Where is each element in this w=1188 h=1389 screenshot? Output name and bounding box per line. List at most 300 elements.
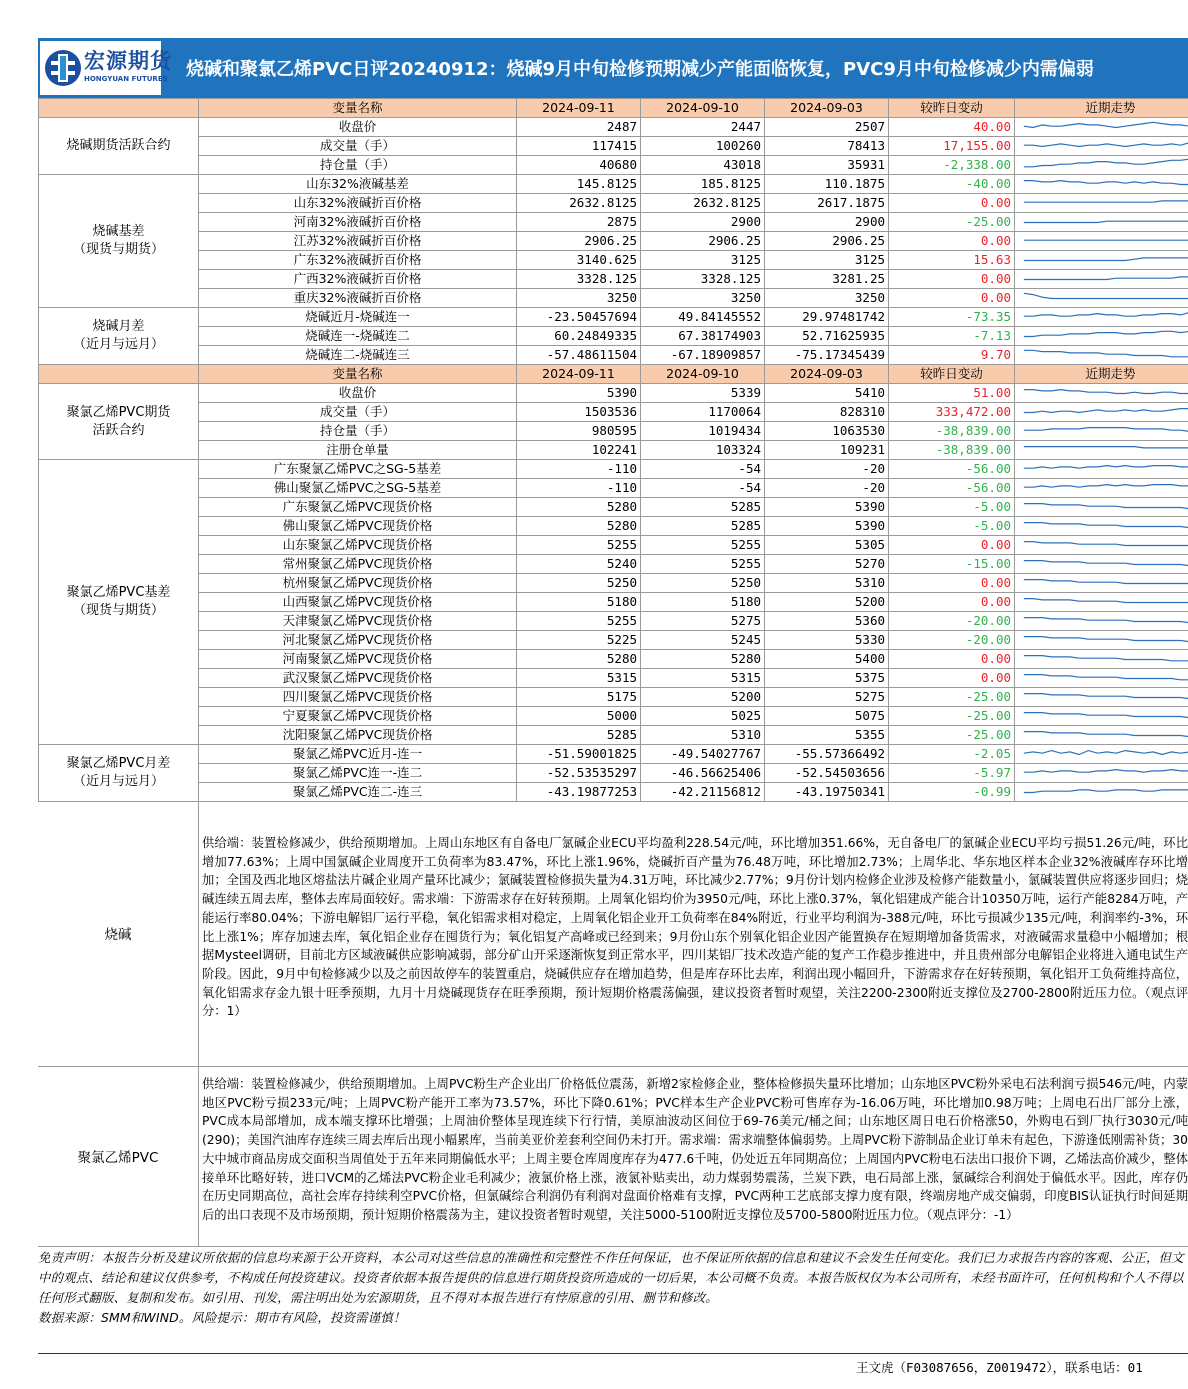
sparkline-path: [1024, 561, 1188, 566]
variable-name-cell: 收盘价: [199, 384, 517, 403]
sparkline: [1018, 707, 1188, 725]
value-cell: 5330: [765, 631, 889, 650]
change-cell: -7.13: [889, 327, 1015, 346]
variable-name-cell: 江苏32%液碱折百价格: [199, 232, 517, 251]
sparkline-path: [1024, 221, 1188, 222]
change-cell: -25.00: [889, 688, 1015, 707]
sparkline: [1018, 422, 1188, 440]
trend-cell: [1015, 669, 1188, 688]
sparkline-path: [1024, 637, 1188, 642]
value-cell: 2906.25: [765, 232, 889, 251]
value-cell: 5410: [765, 384, 889, 403]
value-cell: -52.53535297: [517, 764, 641, 783]
table-header-row: [39, 99, 1188, 118]
change-cell: 0.00: [889, 289, 1015, 308]
sparkline: [1018, 460, 1188, 478]
sparkline-path: [1024, 350, 1188, 357]
column-header: 2024-09-10: [641, 99, 765, 118]
change-cell: 0.00: [889, 593, 1015, 612]
change-cell: -20.00: [889, 631, 1015, 650]
value-cell: 5175: [517, 688, 641, 707]
sparkline: [1018, 764, 1188, 782]
sparkline: [1018, 536, 1188, 554]
table-row: [39, 251, 1188, 270]
value-cell: 110.1875: [765, 175, 889, 194]
trend-cell: [1015, 251, 1188, 270]
value-cell: 5180: [641, 593, 765, 612]
variable-name-cell: 成交量（手）: [199, 403, 517, 422]
change-cell: -2,338.00: [889, 156, 1015, 175]
value-cell: 103324: [641, 441, 765, 460]
value-cell: 5375: [765, 669, 889, 688]
trend-cell: [1015, 593, 1188, 612]
trend-cell: [1015, 194, 1188, 213]
variable-name-cell: 沈阳聚氯乙烯PVC现货价格: [199, 726, 517, 745]
value-cell: 109231: [765, 441, 889, 460]
trend-cell: [1015, 555, 1188, 574]
sparkline: [1018, 593, 1188, 611]
sparkline-path: [1024, 390, 1188, 394]
trend-cell: [1015, 270, 1188, 289]
column-header: 变量名称: [199, 99, 517, 118]
table-row: [39, 213, 1188, 232]
value-cell: 52.71625935: [765, 327, 889, 346]
table-row: [39, 118, 1188, 137]
column-header: 较昨日变动: [889, 99, 1015, 118]
category-cell: 聚氯乙烯PVC基差 （现货与期货）: [39, 460, 199, 745]
value-cell: 1019434: [641, 422, 765, 441]
sparkline: [1018, 175, 1188, 193]
trend-cell: [1015, 137, 1188, 156]
value-cell: 5200: [641, 688, 765, 707]
variable-name-cell: 佛山聚氯乙烯PVC现货价格: [199, 517, 517, 536]
trend-cell: [1015, 764, 1188, 783]
variable-name-cell: 四川聚氯乙烯PVC现货价格: [199, 688, 517, 707]
trend-cell: [1015, 346, 1188, 365]
value-cell: 1170064: [641, 403, 765, 422]
sparkline-path: [1024, 542, 1188, 546]
table-row: [39, 194, 1188, 213]
table-row: [39, 289, 1188, 308]
variable-name-cell: 常州聚氯乙烯PVC现货价格: [199, 555, 517, 574]
table-row: [39, 441, 1188, 460]
sparkline: [1018, 441, 1188, 459]
value-cell: 3250: [765, 289, 889, 308]
category-cell: 烧碱基差 （现货与期货）: [39, 175, 199, 308]
table-row: [39, 384, 1188, 403]
value-cell: -55.57366492: [765, 745, 889, 764]
sparkline: [1018, 137, 1188, 155]
sparkline-path: [1024, 141, 1188, 146]
sparkline: [1018, 555, 1188, 573]
table-row: [39, 517, 1188, 536]
value-cell: 3281.25: [765, 270, 889, 289]
value-cell: 3250: [517, 289, 641, 308]
column-header: 2024-09-03: [765, 365, 889, 384]
variable-name-cell: 山东聚氯乙烯PVC现货价格: [199, 536, 517, 555]
change-cell: 15.63: [889, 251, 1015, 270]
contact-footer: [38, 1353, 1188, 1375]
sparkline-path: [1024, 713, 1188, 718]
change-cell: 40.00: [889, 118, 1015, 137]
sparkline-path: [1024, 447, 1188, 448]
variable-name-cell: 天津聚氯乙烯PVC现货价格: [199, 612, 517, 631]
value-cell: 5305: [765, 536, 889, 555]
sparkline: [1018, 270, 1188, 288]
data-table: [38, 98, 1188, 802]
variable-name-cell: 持仓量（手）: [199, 422, 517, 441]
change-cell: 9.70: [889, 346, 1015, 365]
value-cell: -51.59001825: [517, 745, 641, 764]
value-cell: 5240: [517, 555, 641, 574]
commentary-label: 聚氯乙烯PVC: [38, 1066, 199, 1246]
trend-cell: [1015, 175, 1188, 194]
variable-name-cell: 烧碱连一-烧碱连二: [199, 327, 517, 346]
report-header: [38, 38, 1188, 98]
value-cell: 2632.8125: [641, 194, 765, 213]
contact-text: 王文虎（F03087656，Z0019472），联系电话：01: [856, 1360, 1143, 1375]
table-row: [39, 574, 1188, 593]
change-cell: -25.00: [889, 726, 1015, 745]
commentary-text: 供给端：装置检修减少，供给预期增加。上周山东地区有自备电厂氯碱企业ECU平均盈利228.54元/吨，环比增加351.66%，无自备电厂的氯碱企业ECU平均亏损51.26元/吨，环比增加77.63%；上周中国氯碱企业周度开工负荷率为83.47%，环比上涨1.96%，烧碱折百产量为76.48万吨，环比增加2.73%；上周华北、华东地区样本企业32%液碱库存环比增加；全国及西北地区熔盐法片碱企业周产量环比减少；氯碱装置检修损失量为4.31万吨，环比减少2.77%；9月份计划内检修企业涉及检修产能数量小，氯碱装置供应将逐步回归；烧碱连续五周去库，整体去库局面较好。需求端：下游需求存在好转预期。上周氧化铝均价为3950元/吨，环比上涨0.37%，氧化铝建成产能合计10350万吨，运行产能8284万吨，产能运行率80.04%；下游电解铝厂运行平稳，氧化铝需求相对稳定，上周氧化铝企业开工负荷率在84%附近，行业平均利润为-388元/吨，环比亏损减少135元/吨，利润率约-3%，环比上涨1%；库存加速去库，氧化铝企业存在囤货行为；氧化铝复产高峰或已经到来；9月份山东个别氧化铝企业因产能置换存在短期增加备货需求，对液碱需求量稳中小幅增加；根据Mysteel调研，目前北方区域液碱供应影响减弱，部分矿山开采逐渐恢复到正常水平，四川某铝厂技术改造产能的复产工作稳步推进中，并且贵州部分电解铝企业将进入通电试生产阶段。因此，9月中旬检修减少以及之前因故停车的装置重启，烧碱供应存在增加趋势，但是库存环比去库，利润出现小幅回升，下游需求存在好转预期，氧化铝开工负荷维持高位，氧化铝需求存金九银十旺季预期，九月十月烧碱现货存在旺季预期，预计短期价格震荡偏强，建议投资者暂时观望，关注2200-2300附近支撑位及2700-2800附近压力位。（观点评分：1）: [202, 836, 1188, 1019]
value-cell: -110: [517, 460, 641, 479]
sparkline-path: [1024, 201, 1188, 202]
variable-name-cell: 宁夏聚氯乙烯PVC现货价格: [199, 707, 517, 726]
value-cell: 5275: [765, 688, 889, 707]
value-cell: -49.54027767: [641, 745, 765, 764]
value-cell: 145.8125: [517, 175, 641, 194]
change-cell: -25.00: [889, 213, 1015, 232]
sparkline-path: [1024, 159, 1188, 167]
table-row: [39, 232, 1188, 251]
table-row: [39, 137, 1188, 156]
trend-cell: [1015, 745, 1188, 764]
change-cell: -40.00: [889, 175, 1015, 194]
sparkline: [1018, 118, 1188, 136]
value-cell: 2906.25: [517, 232, 641, 251]
sparkline: [1018, 574, 1188, 592]
table-row: [39, 764, 1188, 783]
sparkline-path: [1024, 181, 1188, 185]
category-cell: 烧碱月差 （近月与远月）: [39, 308, 199, 365]
logo-english-text: HONGYUAN FUTURES: [84, 75, 168, 83]
value-cell: 3250: [641, 289, 765, 308]
variable-name-cell: 河北聚氯乙烯PVC现货价格: [199, 631, 517, 650]
value-cell: 5250: [641, 574, 765, 593]
change-cell: -5.00: [889, 517, 1015, 536]
report-title: 烧碱和聚氯乙烯PVC日评20240912：烧碱9月中旬检修预期减少产能面临恢复，PVC9月中旬检修减少内需偏弱: [186, 59, 1094, 80]
disclaimer: [38, 1248, 1188, 1332]
value-cell: 5000: [517, 707, 641, 726]
sparkline-path: [1024, 751, 1188, 755]
variable-name-cell: 山西聚氯乙烯PVC现货价格: [199, 593, 517, 612]
value-cell: 5280: [517, 498, 641, 517]
value-cell: 3125: [765, 251, 889, 270]
value-cell: -42.21156812: [641, 783, 765, 802]
header-blank-cell: [39, 365, 199, 384]
change-cell: 0.00: [889, 574, 1015, 593]
variable-name-cell: 河南聚氯乙烯PVC现货价格: [199, 650, 517, 669]
value-cell: -52.54503656: [765, 764, 889, 783]
change-cell: 0.00: [889, 270, 1015, 289]
change-cell: -56.00: [889, 460, 1015, 479]
pvc-commentary: [38, 1066, 1188, 1247]
change-cell: -0.99: [889, 783, 1015, 802]
sparkline: [1018, 327, 1188, 345]
category-cell: 聚氯乙烯PVC月差 （近月与远月）: [39, 745, 199, 802]
value-cell: 78413: [765, 137, 889, 156]
value-cell: -75.17345439: [765, 346, 889, 365]
change-cell: -5.97: [889, 764, 1015, 783]
change-cell: -38,839.00: [889, 441, 1015, 460]
trend-cell: [1015, 612, 1188, 631]
column-header: 2024-09-11: [517, 99, 641, 118]
change-cell: -5.00: [889, 498, 1015, 517]
sparkline: [1018, 213, 1188, 231]
value-cell: 5255: [517, 536, 641, 555]
commentary-text: 供给端：装置检修减少，供给预期增加。上周PVC粉生产企业出厂价格低位震荡，新增2家检修企业，整体检修损失量环比增加；山东地区PVC粉外采电石法利润亏损546元/吨，内蒙地区PVC粉亏损233元/吨；上周PVC粉产能开工率为73.57%，环比下降0.61%；PVC样本生产企业PVC粉可售库存为-16.06万吨，环比增加0.98万吨；上周电石出厂部分上涨，PVC成本局部增加，成本端支撑环比增强；上周油价整体呈现连续下行行情，美原油波动区间位于69-76美元/桶之间；山东地区周日电石价格涨50，外购电石到厂执行3030元/吨(290)；美国汽油库存连续三周去库后出现小幅累库，当前美亚价差套利空间仍未打开。需求端：需求端整体偏弱势。上周PVC粉下游制品企业订单未有起色，下游逢低刚需补货；30大中城市商品房成交面积当周值处于五年来同期偏低水平；上周主要仓库周度库存为477.6千吨，仍处近五年同期高位；上周国内PVC粉电石法出口报价下调，乙烯法高价减少，整体接单环比略好转，进口VCM的乙烯法PVC粉企业毛利减少；液氯价格上涨，液氯补贴卖出，动力煤弱势震荡，兰炭下跌，电石局部上涨，氯碱综合利润处于偏低水平。因此，库存仍在历史同期高位，高社会库存持续利空PVC价格，但氯碱综合利润仍有利润对盘面价格难有支撑，PVC两种工艺底部支撑力度有限，终端房地产成交偏弱，印度BIS认证执行时间延期后的出口表现不及市场预期，预计短期价格震荡为主，建议投资者暂时观望，关注5000-5100附近支撑位及5700-5800附近压力位。（观点评分：-1）: [202, 1077, 1188, 1222]
variable-name-cell: 聚氯乙烯PVC近月-连一: [199, 745, 517, 764]
value-cell: 185.8125: [641, 175, 765, 194]
sparkline-path: [1024, 293, 1188, 298]
trend-cell: [1015, 327, 1188, 346]
table-row: [39, 745, 1188, 764]
value-cell: 5255: [517, 612, 641, 631]
sparkline-path: [1024, 277, 1188, 280]
value-cell: 1503536: [517, 403, 641, 422]
category-cell: 聚氯乙烯PVC期货 活跃合约: [39, 384, 199, 460]
table-row: [39, 536, 1188, 555]
change-cell: 0.00: [889, 669, 1015, 688]
table-row: [39, 555, 1188, 574]
sparkline-path: [1024, 466, 1188, 470]
table-row: [39, 270, 1188, 289]
value-cell: 5310: [765, 574, 889, 593]
trend-cell: [1015, 536, 1188, 555]
data-source-text: 数据来源：SMM和WIND。风险提示：期市有风险，投资需谨慎！: [38, 1310, 406, 1325]
value-cell: 5355: [765, 726, 889, 745]
logo-mark-icon: [44, 46, 82, 90]
trend-cell: [1015, 783, 1188, 802]
table-row: [39, 726, 1188, 745]
table-row: [39, 707, 1188, 726]
value-cell: 5285: [641, 517, 765, 536]
sparkline-path: [1024, 312, 1188, 317]
sparkline: [1018, 384, 1188, 402]
trend-cell: [1015, 403, 1188, 422]
sparkline-path: [1024, 675, 1188, 680]
trend-cell: [1015, 118, 1188, 137]
variable-name-cell: 聚氯乙烯PVC连一-连二: [199, 764, 517, 783]
category-cell: 烧碱期货活跃合约: [39, 118, 199, 175]
value-cell: -23.50457694: [517, 308, 641, 327]
column-header: 2024-09-10: [641, 365, 765, 384]
header-blank-cell: [39, 99, 199, 118]
value-cell: 5025: [641, 707, 765, 726]
sparkline: [1018, 403, 1188, 421]
table-row: [39, 327, 1188, 346]
sparkline: [1018, 308, 1188, 326]
sparkline: [1018, 289, 1188, 307]
sparkline-path: [1024, 122, 1188, 127]
value-cell: -110: [517, 479, 641, 498]
value-cell: 3328.125: [641, 270, 765, 289]
change-cell: -25.00: [889, 707, 1015, 726]
value-cell: 3125: [641, 251, 765, 270]
trend-cell: [1015, 384, 1188, 403]
value-cell: 60.24849335: [517, 327, 641, 346]
value-cell: 5315: [641, 669, 765, 688]
variable-name-cell: 佛山聚氯乙烯PVC之SG-5基差: [199, 479, 517, 498]
value-cell: 5270: [765, 555, 889, 574]
value-cell: 2900: [765, 213, 889, 232]
value-cell: 5075: [765, 707, 889, 726]
value-cell: 5255: [641, 555, 765, 574]
change-cell: -38,839.00: [889, 422, 1015, 441]
table-row: [39, 156, 1188, 175]
value-cell: 43018: [641, 156, 765, 175]
variable-name-cell: 聚氯乙烯PVC连二-连三: [199, 783, 517, 802]
change-cell: 333,472.00: [889, 403, 1015, 422]
change-cell: 0.00: [889, 232, 1015, 251]
sparkline: [1018, 612, 1188, 630]
trend-cell: [1015, 688, 1188, 707]
value-cell: 5255: [641, 536, 765, 555]
table-row: [39, 308, 1188, 327]
sparkline: [1018, 669, 1188, 687]
value-cell: 5280: [517, 650, 641, 669]
sparkline: [1018, 232, 1188, 250]
value-cell: 5275: [641, 612, 765, 631]
value-cell: 2507: [765, 118, 889, 137]
value-cell: 5360: [765, 612, 889, 631]
table-row: [39, 669, 1188, 688]
value-cell: 5280: [517, 517, 641, 536]
sparkline: [1018, 346, 1188, 364]
value-cell: -67.18909857: [641, 346, 765, 365]
sparkline: [1018, 745, 1188, 763]
column-header: 2024-09-11: [517, 365, 641, 384]
value-cell: 2875: [517, 213, 641, 232]
value-cell: 5225: [517, 631, 641, 650]
column-header: 变量名称: [199, 365, 517, 384]
sparkline: [1018, 479, 1188, 497]
value-cell: 980595: [517, 422, 641, 441]
trend-cell: [1015, 441, 1188, 460]
value-cell: 5280: [641, 650, 765, 669]
variable-name-cell: 河南32%液碱折百价格: [199, 213, 517, 232]
value-cell: 5315: [517, 669, 641, 688]
variable-name-cell: 收盘价: [199, 118, 517, 137]
variable-name-cell: 烧碱近月-烧碱连一: [199, 308, 517, 327]
column-header: 2024-09-03: [765, 99, 889, 118]
value-cell: -43.19877253: [517, 783, 641, 802]
table-header-row: [39, 365, 1188, 384]
column-header: 近期走势: [1015, 99, 1188, 118]
change-cell: 0.00: [889, 194, 1015, 213]
value-cell: 5310: [641, 726, 765, 745]
trend-cell: [1015, 707, 1188, 726]
change-cell: -2.05: [889, 745, 1015, 764]
value-cell: 5180: [517, 593, 641, 612]
value-cell: 5245: [641, 631, 765, 650]
variable-name-cell: 广西32%液碱折百价格: [199, 270, 517, 289]
column-header: 较昨日变动: [889, 365, 1015, 384]
change-cell: -20.00: [889, 612, 1015, 631]
value-cell: 49.84145552: [641, 308, 765, 327]
trend-cell: [1015, 650, 1188, 669]
value-cell: 5339: [641, 384, 765, 403]
change-cell: -56.00: [889, 479, 1015, 498]
sparkline-path: [1024, 790, 1188, 793]
sparkline: [1018, 650, 1188, 668]
table-row: [39, 479, 1188, 498]
sparkline-path: [1024, 257, 1188, 261]
variable-name-cell: 山东32%液碱基差: [199, 175, 517, 194]
disclaimer-text: 免责声明：本报告分析及建议所依据的信息均来源于公开资料，本公司对这些信息的准确性和完整性不作任何保证，也不保证所依据的信息和建议不会发生任何变化。我们已力求报告内容的客观、公正，但文中的观点、结论和建议仅供参考，不构成任何投资建议。投资者依据本报告提供的信息进行期货投资所造成的一切后果，本公司概不负责。本报告版权仅为本公司所有，未经书面许可，任何机构和个人不得以任何形式翻版、复制和发布。如引用、刊发，需注明出处为宏源期货，且不得对本报告进行有悖原意的引用、删节和修改。: [38, 1250, 1184, 1305]
value-cell: 2900: [641, 213, 765, 232]
sparkline-path: [1024, 407, 1188, 412]
value-cell: 2617.1875: [765, 194, 889, 213]
sparkline-path: [1024, 599, 1188, 603]
value-cell: -54: [641, 460, 765, 479]
value-cell: -54: [641, 479, 765, 498]
variable-name-cell: 武汉聚氯乙烯PVC现货价格: [199, 669, 517, 688]
value-cell: 40680: [517, 156, 641, 175]
value-cell: 5250: [517, 574, 641, 593]
sparkline: [1018, 631, 1188, 649]
table-row: [39, 612, 1188, 631]
variable-name-cell: 成交量（手）: [199, 137, 517, 156]
trend-cell: [1015, 213, 1188, 232]
sparkline: [1018, 726, 1188, 744]
trend-cell: [1015, 422, 1188, 441]
commentary-label: 烧碱: [38, 800, 199, 1066]
change-cell: 51.00: [889, 384, 1015, 403]
value-cell: -57.48611504: [517, 346, 641, 365]
trend-cell: [1015, 498, 1188, 517]
sparkline-path: [1024, 770, 1188, 773]
value-cell: 5390: [517, 384, 641, 403]
table-row: [39, 631, 1188, 650]
sparkline: [1018, 688, 1188, 706]
variable-name-cell: 杭州聚氯乙烯PVC现货价格: [199, 574, 517, 593]
value-cell: -46.56625406: [641, 764, 765, 783]
value-cell: 67.38174903: [641, 327, 765, 346]
sparkline: [1018, 194, 1188, 212]
variable-name-cell: 山东32%液碱折百价格: [199, 194, 517, 213]
value-cell: 2447: [641, 118, 765, 137]
value-cell: 5400: [765, 650, 889, 669]
value-cell: -43.19750341: [765, 783, 889, 802]
sparkline: [1018, 498, 1188, 516]
table-row: [39, 650, 1188, 669]
sparkline-path: [1024, 656, 1188, 661]
value-cell: 3328.125: [517, 270, 641, 289]
value-cell: 5285: [517, 726, 641, 745]
value-cell: 29.97481742: [765, 308, 889, 327]
table-row: [39, 498, 1188, 517]
sparkline: [1018, 251, 1188, 269]
change-cell: -15.00: [889, 555, 1015, 574]
value-cell: 35931: [765, 156, 889, 175]
value-cell: 5200: [765, 593, 889, 612]
change-cell: 0.00: [889, 536, 1015, 555]
trend-cell: [1015, 479, 1188, 498]
table-row: [39, 460, 1188, 479]
logo-chinese-text: 宏源期货: [84, 49, 172, 73]
sparkline: [1018, 517, 1188, 535]
